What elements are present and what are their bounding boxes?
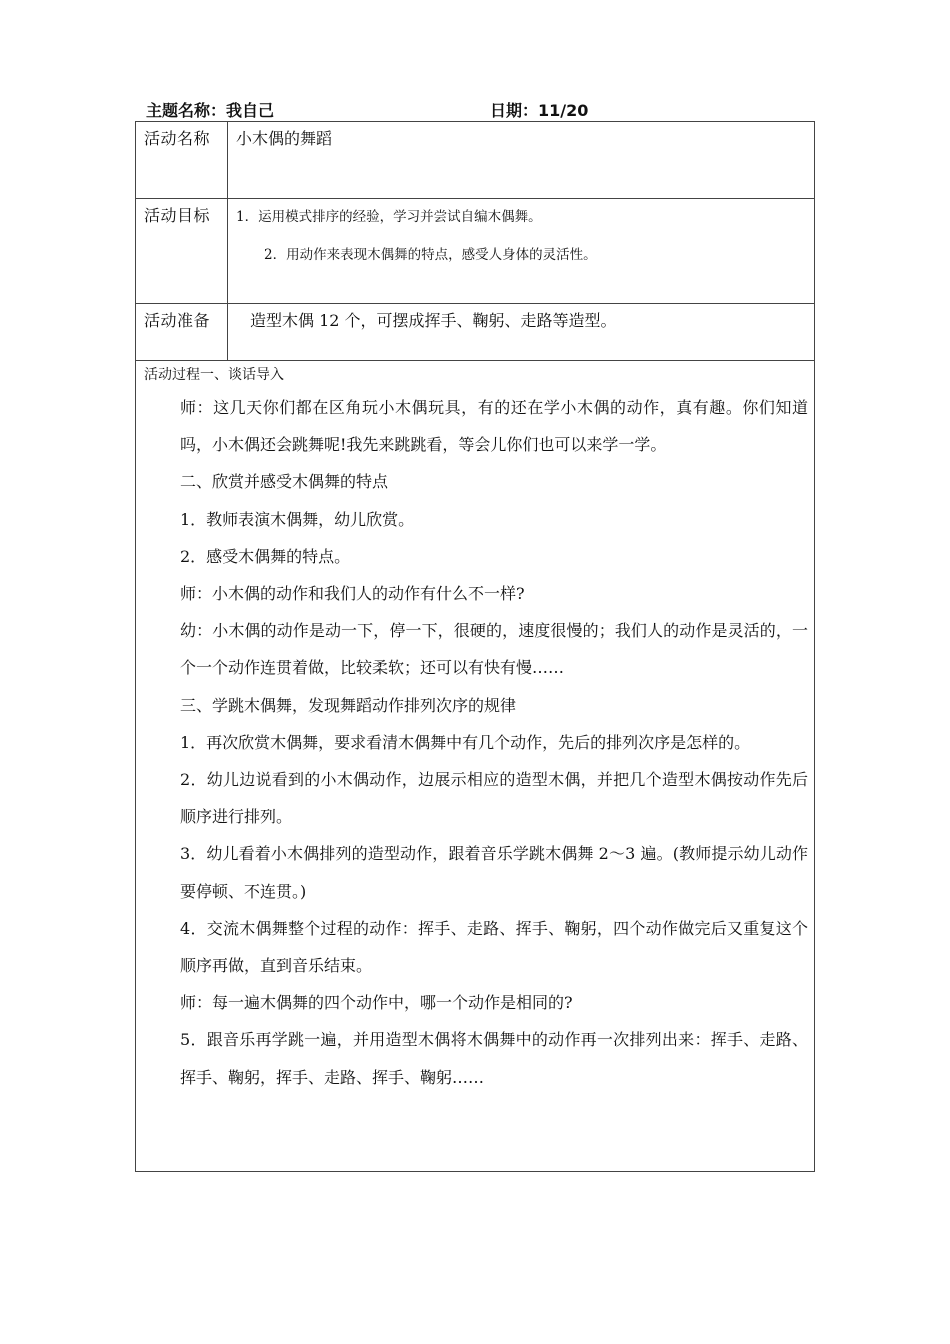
process-paragraph: 师：这几天你们都在区角玩小木偶玩具，有的还在学小木偶的动作，真有趣。你们知道吗，小木偶还会跳舞呢!我先来跳跳看，等会儿你们也可以来学一学。 — [180, 398, 808, 455]
process-paragraph: 5．跟音乐再学跳一遍，并用造型木偶将木偶舞中的动作再一次排列出来：挥手、走路、挥手、鞠躬，挥手、走路、挥手、鞠躬…… — [180, 1030, 808, 1087]
activity-prep-label: 活动准备 — [136, 304, 228, 361]
activity-prep-row — [136, 304, 815, 361]
lesson-plan-table — [135, 121, 815, 1172]
activity-goal-row — [136, 199, 815, 304]
date-label: 日期：11/20 — [490, 101, 589, 120]
goal-item: 2．用动作来表现木偶舞的特点，感受人身体的灵活性。 — [264, 247, 597, 263]
section-heading: 三、学跳木偶舞，发现舞蹈动作排列次序的规律 — [180, 695, 517, 715]
theme-title: 主题名称：我自己 — [146, 101, 275, 120]
goal-item: 1．运用模式排序的经验，学习并尝试自编木偶舞。 — [236, 209, 542, 225]
process-paragraph: 幼：小木偶的动作是动一下，停一下，很硬的，速度很慢的；我们人的动作是灵活的，一个一个动作连贯着做，比较柔软；还可以有快有慢…… — [180, 621, 808, 678]
process-paragraph: 2．幼儿边说看到的小木偶动作，边展示相应的造型木偶，并把几个造型木偶按动作先后顺序进行排列。 — [180, 770, 808, 827]
process-body — [144, 387, 814, 1096]
activity-name-value: 小木偶的舞蹈 — [228, 122, 815, 199]
process-paragraph: 师：每一遍木偶舞的四个动作中，哪一个动作是相同的? — [180, 993, 573, 1013]
process-paragraph: 4．交流木偶舞整个过程的动作：挥手、走路、挥手、鞠躬，四个动作做完后又重复这个顺序再做，直到音乐结束。 — [180, 918, 808, 976]
activity-goal-content — [228, 199, 815, 304]
activity-name-row — [136, 122, 815, 199]
section-heading: 二、欣赏并感受木偶舞的特点 — [180, 472, 389, 492]
process-paragraph: 1．教师表演木偶舞，幼儿欣赏。 — [180, 509, 415, 529]
process-title: 活动过程一、谈话导入 — [144, 367, 284, 383]
process-paragraph: 2．感受木偶舞的特点。 — [180, 546, 351, 566]
process-paragraph: 3．幼儿看着小木偶排列的造型动作，跟着音乐学跳木偶舞 2～3 遍。(教师提示幼儿动作要停顿、不连贯。) — [180, 844, 808, 901]
process-paragraph: 师：小木偶的动作和我们人的动作有什么不一样? — [180, 584, 525, 604]
activity-prep-content — [228, 304, 815, 361]
document-header — [146, 98, 806, 120]
process-paragraph: 1．再次欣赏木偶舞，要求看清木偶舞中有几个动作，先后的排列次序是怎样的。 — [180, 732, 751, 752]
prep-text: 造型木偶 12 个，可摆成挥手、鞠躬、走路等造型。 — [250, 311, 617, 330]
activity-process-row — [136, 361, 815, 1172]
activity-name-label: 活动名称 — [136, 122, 228, 199]
activity-process-cell — [136, 361, 815, 1172]
activity-goal-label: 活动目标 — [136, 199, 228, 304]
